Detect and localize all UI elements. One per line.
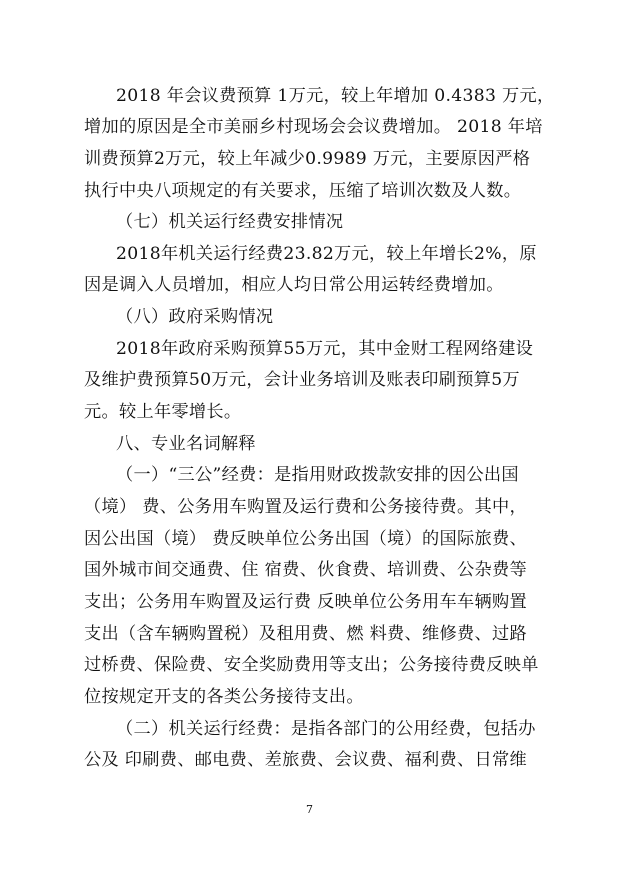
paragraph-line: 因公出国（境） 费反映单位公务出国（境）的国际旅费、 [84,529,527,549]
section-heading: （八）政府采购情况 [116,307,274,327]
paragraph-line: 2018年政府采购预算55万元，其中金财工程网络建设 [116,339,534,359]
paragraph-line: 训费预算2万元，较上年减少0.9989 万元，主要原因严格 [84,149,531,169]
paragraph-line: 增加的原因是全市美丽乡村现场会会议费增加。 2018 年培 [84,117,543,137]
paragraph-line: （一）“三公”经费：是指用财政拨款安排的因公出国 [116,465,519,485]
paragraph-line: 支出；公务用车购置及运行费 反映单位公务用车车辆购置 [84,592,527,612]
paragraph-line: 元。较上年零增长。 [84,402,242,422]
paragraph-line: 2018 年会议费预算 1万元，较上年增加 0.4383 万元， [116,86,555,106]
paragraph-line: 2018年机关运行经费23.82万元，较上年增长2%，原 [116,244,537,264]
paragraph-line: 因是调入人员增加，相应人均日常公用运转经费增加。 [84,275,504,295]
paragraph-line: 过桥费、保险费、安全奖励费用等支出；公务接待费反映单 [84,655,539,675]
paragraph-line: （二）机关运行经费：是指各部门的公用经费，包括办 [116,719,536,739]
paragraph-line: 支出（含车辆购置税）及租用费、燃 料费、维修费、过路 [84,624,527,644]
paragraph-line: 位按规定开支的各类公务接待支出。 [84,687,364,707]
section-heading: （七）机关运行经费安排情况 [116,212,344,232]
paragraph-line: 执行中央八项规定的有关要求，压缩了培训次数及人数。 [84,181,522,201]
paragraph-line: （境） 费、公务用车购置及运行费和公务接待费。其中， [84,497,527,517]
paragraph-line: 公及 印刷费、邮电费、差旅费、会议费、福利费、日常维 [84,750,527,770]
paragraph-line: 国外城市间交通费、住 宿费、伙食费、培训费、公杂费等 [84,560,527,580]
page-number: 7 [306,803,313,816]
section-heading: 八、专业名词解释 [116,434,256,454]
paragraph-line: 及维护费预算50万元，会计业务培训及账表印刷预算5万 [84,370,520,390]
